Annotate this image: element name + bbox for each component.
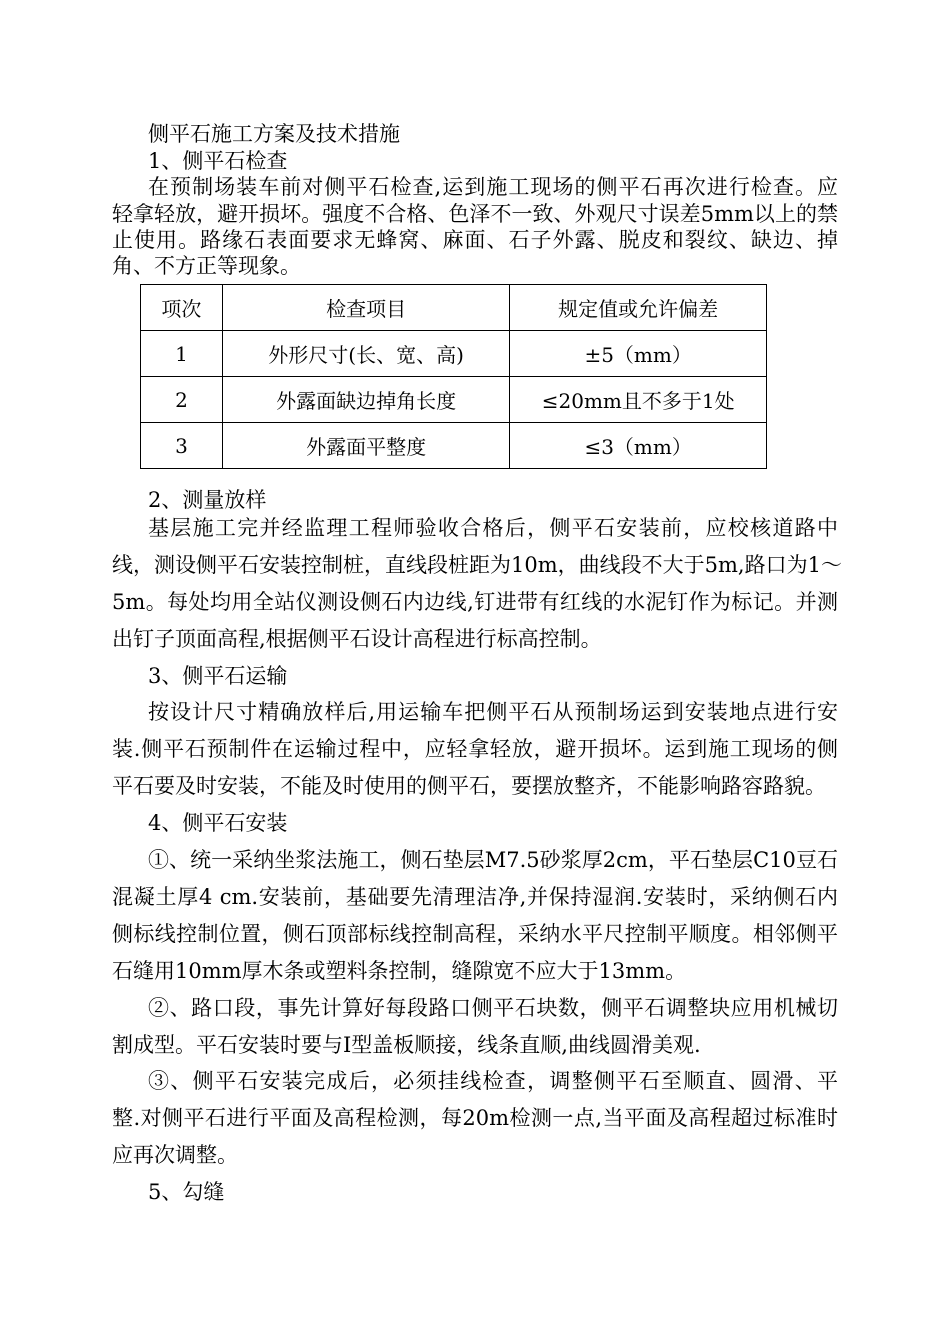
table-cell: 外形尺寸(长、宽、高) (222, 331, 509, 377)
section-heading-2: 2、测量放样 (148, 488, 267, 512)
paragraph-line: 石缝用10mm厚木条或塑料条控制，缝隙宽不应大于13mm。 (112, 959, 687, 983)
table-cell: 3 (141, 423, 223, 469)
paragraph-line: 按设计尺寸精确放样后,用运输车把侧平石从预制场运到安装地点进行安 (148, 700, 838, 724)
table-row (141, 331, 767, 377)
paragraph-line: ①、统一采纳坐浆法施工，侧石垫层M7.5砂浆厚2cm，平石垫层C10豆石 (148, 848, 838, 872)
document-title: 侧平石施工方案及技术措施 (148, 122, 400, 146)
paragraph-line: 5m。每处均用全站仪测设侧石内边线,钉进带有红线的水泥钉作为标记。并测 (112, 590, 838, 614)
table-cell: 1 (141, 331, 223, 377)
paragraph-line: 基层施工完并经监理工程师验收合格后，侧平石安装前，应校核道路中 (148, 516, 838, 540)
paragraph-line: 止使用。路缘石表面要求无蜂窝、麻面、石子外露、脱皮和裂纹、缺边、掉 (112, 228, 838, 252)
section-heading-3: 3、侧平石运输 (148, 664, 288, 688)
paragraph-line: 侧标线控制位置，侧石顶部标线控制高程，采纳水平尺控制平顺度。相邻侧平 (112, 922, 838, 946)
table-cell: 外露面平整度 (222, 423, 509, 469)
paragraph-line: ②、路口段，事先计算好每段路口侧平石块数，侧平石调整块应用机械切 (148, 996, 838, 1020)
table-cell: ≤3（mm） (510, 423, 767, 469)
inspection-table (140, 284, 767, 469)
paragraph-line: 平石要及时安装，不能及时使用的侧平石，要摆放整齐，不能影响路容路貌。 (112, 774, 826, 798)
table-row (141, 423, 767, 469)
table-header-cell: 检查项目 (222, 285, 509, 331)
paragraph-line: ③、侧平石安装完成后，必须挂线检查，调整侧平石至顺直、圆滑、平 (148, 1069, 838, 1093)
table-cell: ≤20mm且不多于1处 (510, 377, 767, 423)
table-cell: 2 (141, 377, 223, 423)
paragraph-line: 出钉子顶面高程,根据侧平石设计高程进行标高控制。 (112, 627, 602, 651)
paragraph-line: 割成型。平石安装时要与Ⅰ型盖板顺接，线条直顺,曲线圆滑美观. (112, 1033, 701, 1057)
paragraph-line: 线，测设侧平石安装控制桩，直线段桩距为10m，曲线段不大于5m,路口为1～ (112, 553, 842, 577)
paragraph-line: 轻拿轻放，避开损坏。强度不合格、色泽不一致、外观尺寸误差5mm以上的禁 (112, 202, 838, 226)
table-header-row (141, 285, 767, 331)
table-cell: ±5（mm） (510, 331, 767, 377)
section-heading-5: 5、勾缝 (148, 1180, 225, 1204)
paragraph-line: 在预制场装车前对侧平石检查,运到施工现场的侧平石再次进行检查。应 (148, 175, 838, 199)
paragraph-line: 角、不方正等现象。 (112, 254, 301, 278)
table-header-cell: 项次 (141, 285, 223, 331)
paragraph-line: 整.对侧平石进行平面及高程检测，每20m检测一点,当平面及高程超过标准时 (112, 1106, 838, 1130)
section-heading-1: 1、侧平石检查 (148, 149, 288, 173)
section-heading-4: 4、侧平石安装 (148, 811, 288, 835)
paragraph-line: 装.侧平石预制件在运输过程中，应轻拿轻放，避开损坏。运到施工现场的侧 (112, 737, 838, 761)
paragraph-line: 混凝土厚4 cm.安装前，基础要先清理洁净,并保持湿润.安装时，采纳侧石内 (112, 885, 838, 909)
table-cell: 外露面缺边掉角长度 (222, 377, 509, 423)
table-row (141, 377, 767, 423)
paragraph-line: 应再次调整。 (112, 1143, 238, 1167)
table-header-cell: 规定值或允许偏差 (510, 285, 767, 331)
